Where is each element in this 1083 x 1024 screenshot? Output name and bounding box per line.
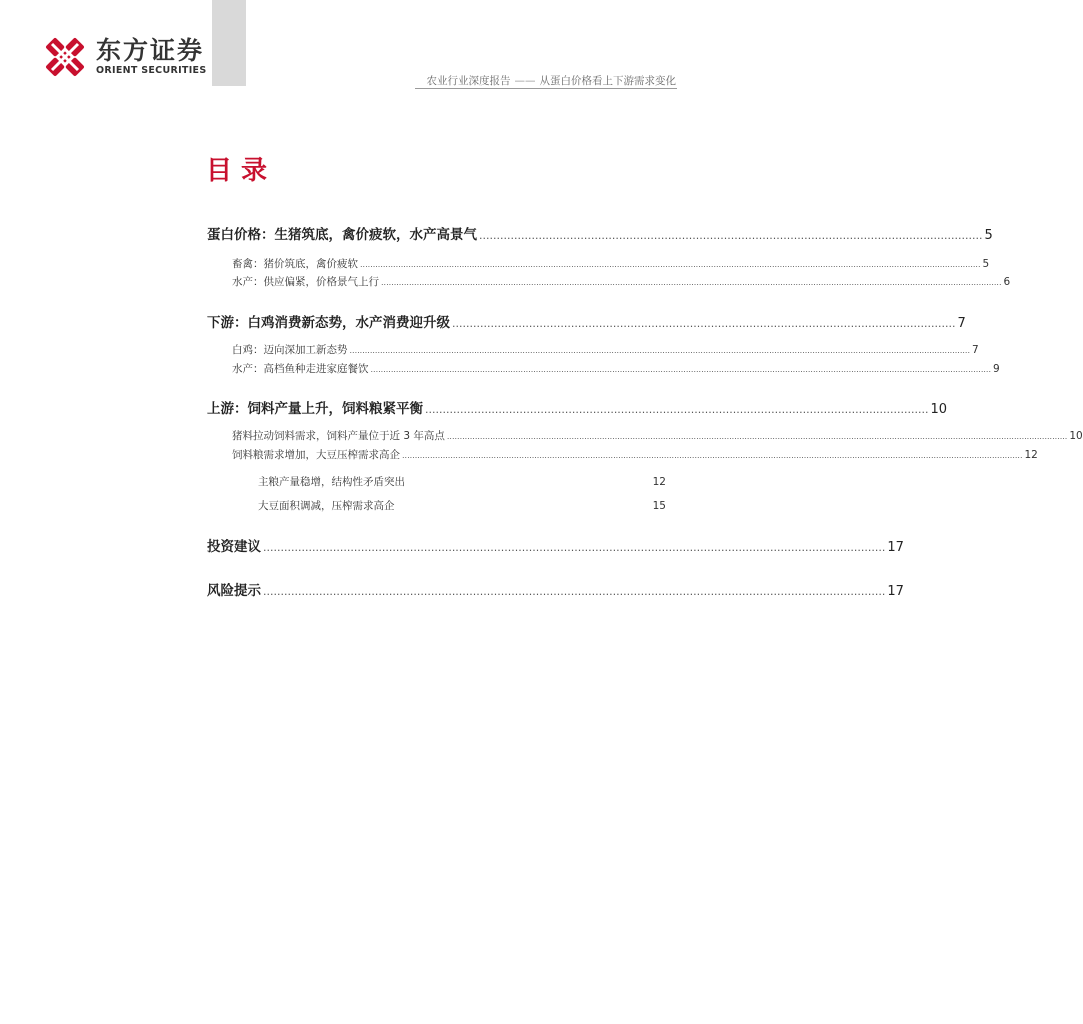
toc-entry[interactable] [232, 274, 1011, 289]
toc-entry[interactable] [207, 311, 966, 331]
toc-entry[interactable] [207, 397, 948, 417]
toc-entry-label: 风险提示 [207, 583, 261, 599]
toc-leader-dots: .................................................................................................................................................................................................................................................... [349, 346, 970, 355]
toc-entry-page: 15 [652, 500, 666, 512]
report-header [427, 73, 677, 88]
header-grey-tab [212, 0, 246, 86]
toc-entry-label: 猪料拉动饲料需求，饲料产量位于近 3 年高点 [232, 430, 445, 442]
toc-entry-label: 蛋白价格：生猪筑底，禽价疲软，水产高景气 [207, 227, 477, 243]
toc-entry-label: 下游：白鸡消费新态势，水产消费迎升级 [207, 315, 450, 331]
toc-entry-label: 饲料粮需求增加，大豆压榨需求高企 [232, 449, 400, 461]
toc-entry[interactable] [232, 342, 979, 357]
toc-leader-dots: .................................................................................................................................................................................................................................................... [446, 432, 1068, 441]
toc-entry-page: 9 [992, 363, 1000, 375]
brand-name-cn: 东方证券 [96, 36, 205, 65]
toc-entry-label: 水产：高档鱼种走进家庭餐饮 [232, 363, 369, 375]
report-subtitle: 从蛋白价格看上下游需求变化 [539, 75, 676, 87]
toc-entry-page: 12 [1024, 449, 1038, 461]
toc-entry[interactable] [232, 447, 1038, 462]
toc-entry[interactable] [258, 474, 666, 489]
header-divider [415, 88, 677, 89]
toc-entry-page: 17 [887, 540, 904, 555]
toc-leader-dots: ................................................................................................................................................ [425, 403, 929, 416]
toc-entry[interactable] [232, 428, 1083, 443]
orient-securities-logo-icon [42, 34, 88, 80]
toc-leader-dots: .................................................................................................................................................................................. [263, 585, 886, 598]
toc-leader-dots: ................................................................................................................................................ [452, 317, 956, 330]
toc-entry-page: 7 [957, 316, 966, 331]
toc-entry-label: 投资建议 [207, 539, 261, 555]
toc-leader-dots: ................................................................................................................................................ [479, 229, 983, 242]
toc-entry-page: 10 [930, 402, 948, 417]
toc-entry[interactable] [232, 361, 1000, 376]
toc-entry-page: 7 [971, 344, 979, 356]
header-separator: —— [514, 75, 536, 87]
toc-entry-label: 主粮产量稳增，结构性矛盾突出 [258, 476, 405, 488]
toc-entry-label: 上游：饲料产量上升，饲料粮紧平衡 [207, 401, 423, 417]
brand-name-en: ORIENT SECURITIES [96, 65, 207, 76]
toc-entry[interactable] [258, 498, 666, 513]
toc-entry-label: 畜禽：猪价筑底，禽价疲软 [232, 258, 358, 270]
toc-entry-page: 12 [652, 476, 666, 488]
toc-leader-dots: .................................................................................................................................................................................. [263, 541, 886, 554]
toc-entry-page: 5 [984, 228, 993, 243]
report-type: 农业行业深度报告 [426, 75, 511, 87]
toc-entry[interactable] [207, 223, 993, 243]
toc-entry[interactable] [207, 579, 904, 599]
toc-leader-dots: .................................................................................................................................................................................................................................................... [381, 278, 1002, 287]
toc-entry-page: 17 [887, 584, 904, 599]
toc-leader-dots: .................................................................................................................................................................................................................................................... [370, 365, 991, 374]
toc-entry-label: 水产：供应偏紧，价格景气上行 [232, 276, 379, 288]
company-logo [42, 34, 206, 80]
toc-leader-dots: .................................................................................................................................................................................................................................................... [402, 451, 1023, 460]
toc-entry-page: 10 [1069, 430, 1083, 442]
toc-entry-page: 5 [982, 258, 990, 270]
toc-title: 目录 [206, 156, 277, 186]
toc-entry-page: 6 [1003, 276, 1011, 288]
toc-leader-dots: .................................................................................................................................................................................................................................................... [360, 260, 981, 269]
toc-entry[interactable] [232, 256, 990, 271]
toc-entry-label: 大豆面积调减，压榨需求高企 [258, 500, 395, 512]
toc-entry-label: 白鸡：迈向深加工新态势 [232, 344, 348, 356]
toc-entry[interactable] [207, 535, 904, 555]
